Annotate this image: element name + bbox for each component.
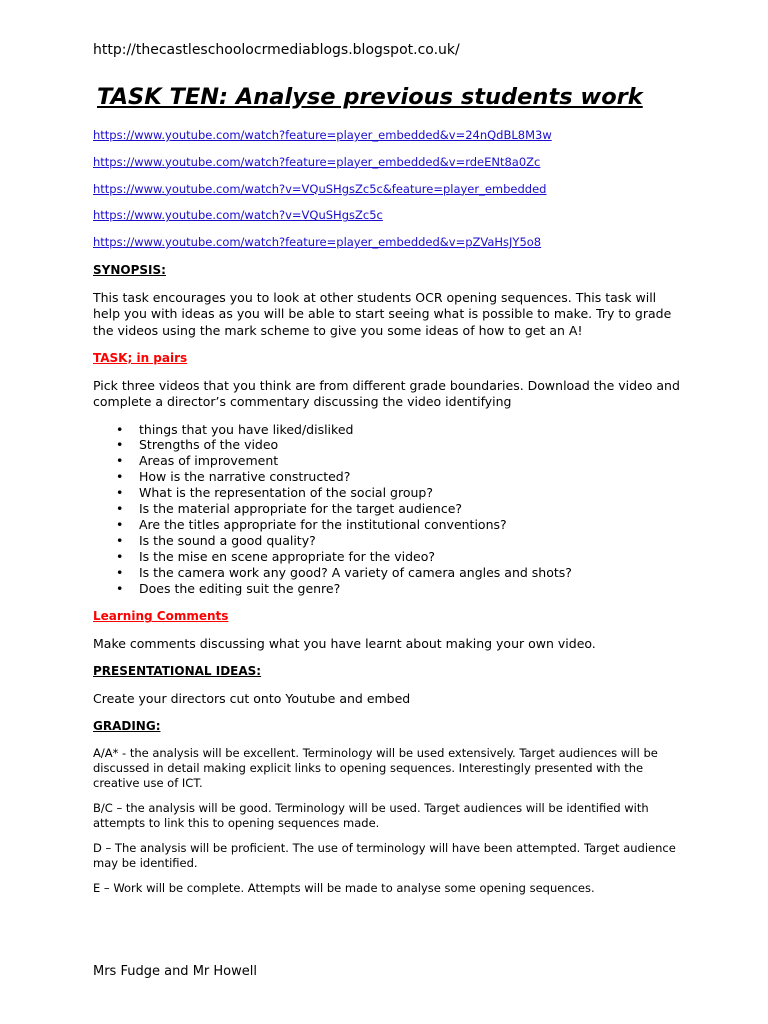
learning-heading: Learning Comments	[93, 609, 229, 624]
list-item-text: things that you have liked/disliked	[139, 421, 354, 437]
grading-item: A/A* - the analysis will be excellent. Terminology will be used extensively. Target audiences will be discussed in detail making explicit links to opening sequences. Interestingly presented with the creative use of ICT.	[93, 745, 658, 790]
bullet-icon: •	[116, 564, 124, 580]
bullet-icon: •	[116, 469, 124, 485]
video-link[interactable]: https://www.youtube.com/watch?v=VQuSHgsZc5c	[93, 208, 383, 223]
list-item-text: Strengths of the video	[139, 437, 279, 453]
grading-heading: GRADING:	[93, 719, 161, 734]
list-item	[93, 422, 683, 438]
bullet-icon: •	[116, 580, 124, 596]
bullet-icon: •	[116, 453, 124, 469]
bullet-icon: •	[116, 437, 124, 453]
bullet-icon: •	[116, 516, 124, 532]
video-link[interactable]: https://www.youtube.com/watch?v=VQuSHgsZc5c&feature=player_embedded	[93, 181, 547, 196]
list-item-text: Areas of improvement	[139, 453, 279, 469]
video-link[interactable]: https://www.youtube.com/watch?feature=player_embedded&v=24nQdBL8M3w	[93, 128, 552, 142]
list-item	[93, 533, 683, 549]
list-item	[93, 581, 683, 597]
learning-text: Make comments discussing what you have learnt about making your own video.	[93, 635, 596, 651]
bullet-icon: •	[116, 485, 124, 501]
list-item	[93, 469, 683, 485]
list-item-text: Is the sound a good quality?	[139, 532, 316, 548]
page-title: TASK TEN: Analyse previous students work	[97, 84, 643, 110]
list-item	[93, 549, 683, 565]
document-body	[93, 262, 683, 906]
header-url: http://thecastleschoolocrmediablogs.blogspot.co.uk/	[93, 42, 460, 58]
video-link-list	[93, 128, 733, 262]
list-item-text: Are the titles appropriate for the institutional conventions?	[139, 516, 507, 532]
list-item	[93, 437, 683, 453]
task-text: Pick three videos that you think are from different grade boundaries. Download the video and complete a director’s commentary discussing the video identifying	[93, 377, 680, 409]
bullet-icon: •	[116, 421, 124, 437]
list-item-text: What is the representation of the social group?	[139, 485, 433, 501]
list-item	[93, 565, 683, 581]
list-item	[93, 485, 683, 501]
bullet-icon: •	[116, 548, 124, 564]
task-heading: TASK; in pairs	[93, 351, 188, 365]
list-item	[93, 501, 683, 517]
list-item-text: Is the camera work any good? A variety of camera angles and shots?	[139, 564, 572, 580]
presentational-text: Create your directors cut onto Youtube and embed	[93, 690, 411, 706]
task-bullet-list	[93, 422, 683, 597]
presentational-heading: PRESENTATIONAL IDEAS:	[93, 664, 262, 679]
list-item-text: How is the narrative constructed?	[139, 469, 351, 485]
footer-authors: Mrs Fudge and Mr Howell	[93, 964, 257, 979]
list-item	[93, 453, 683, 469]
grading-item: D – The analysis will be proficient. The use of terminology will have been attempted. Target audience may be identified.	[93, 840, 676, 870]
list-item-text: Is the mise en scene appropriate for the video?	[139, 548, 435, 564]
video-link[interactable]: https://www.youtube.com/watch?feature=player_embedded&v=pZVaHsJY5o8	[93, 235, 542, 250]
grading-item: B/C – the analysis will be good. Terminology will be used. Target audiences will be identified with attempts to link this to opening sequences made.	[93, 800, 649, 830]
list-item-text: Does the editing suit the genre?	[139, 580, 341, 596]
list-item-text: Is the material appropriate for the target audience?	[139, 501, 463, 517]
synopsis-heading: SYNOPSIS:	[93, 263, 166, 277]
bullet-icon: •	[116, 532, 124, 548]
grading-item: E – Work will be complete. Attempts will be made to analyse some opening sequences.	[93, 880, 595, 895]
bullet-icon: •	[116, 501, 124, 517]
video-link[interactable]: https://www.youtube.com/watch?feature=player_embedded&v=rdeENt8a0Zc	[93, 154, 541, 169]
synopsis-text: This task encourages you to look at other students OCR opening sequences. This task will help you with ideas as you will be able to start seeing what is possible to make. Try to grade the videos using the mark scheme to give you some ideas of how to get an A!	[93, 289, 672, 338]
list-item	[93, 517, 683, 533]
